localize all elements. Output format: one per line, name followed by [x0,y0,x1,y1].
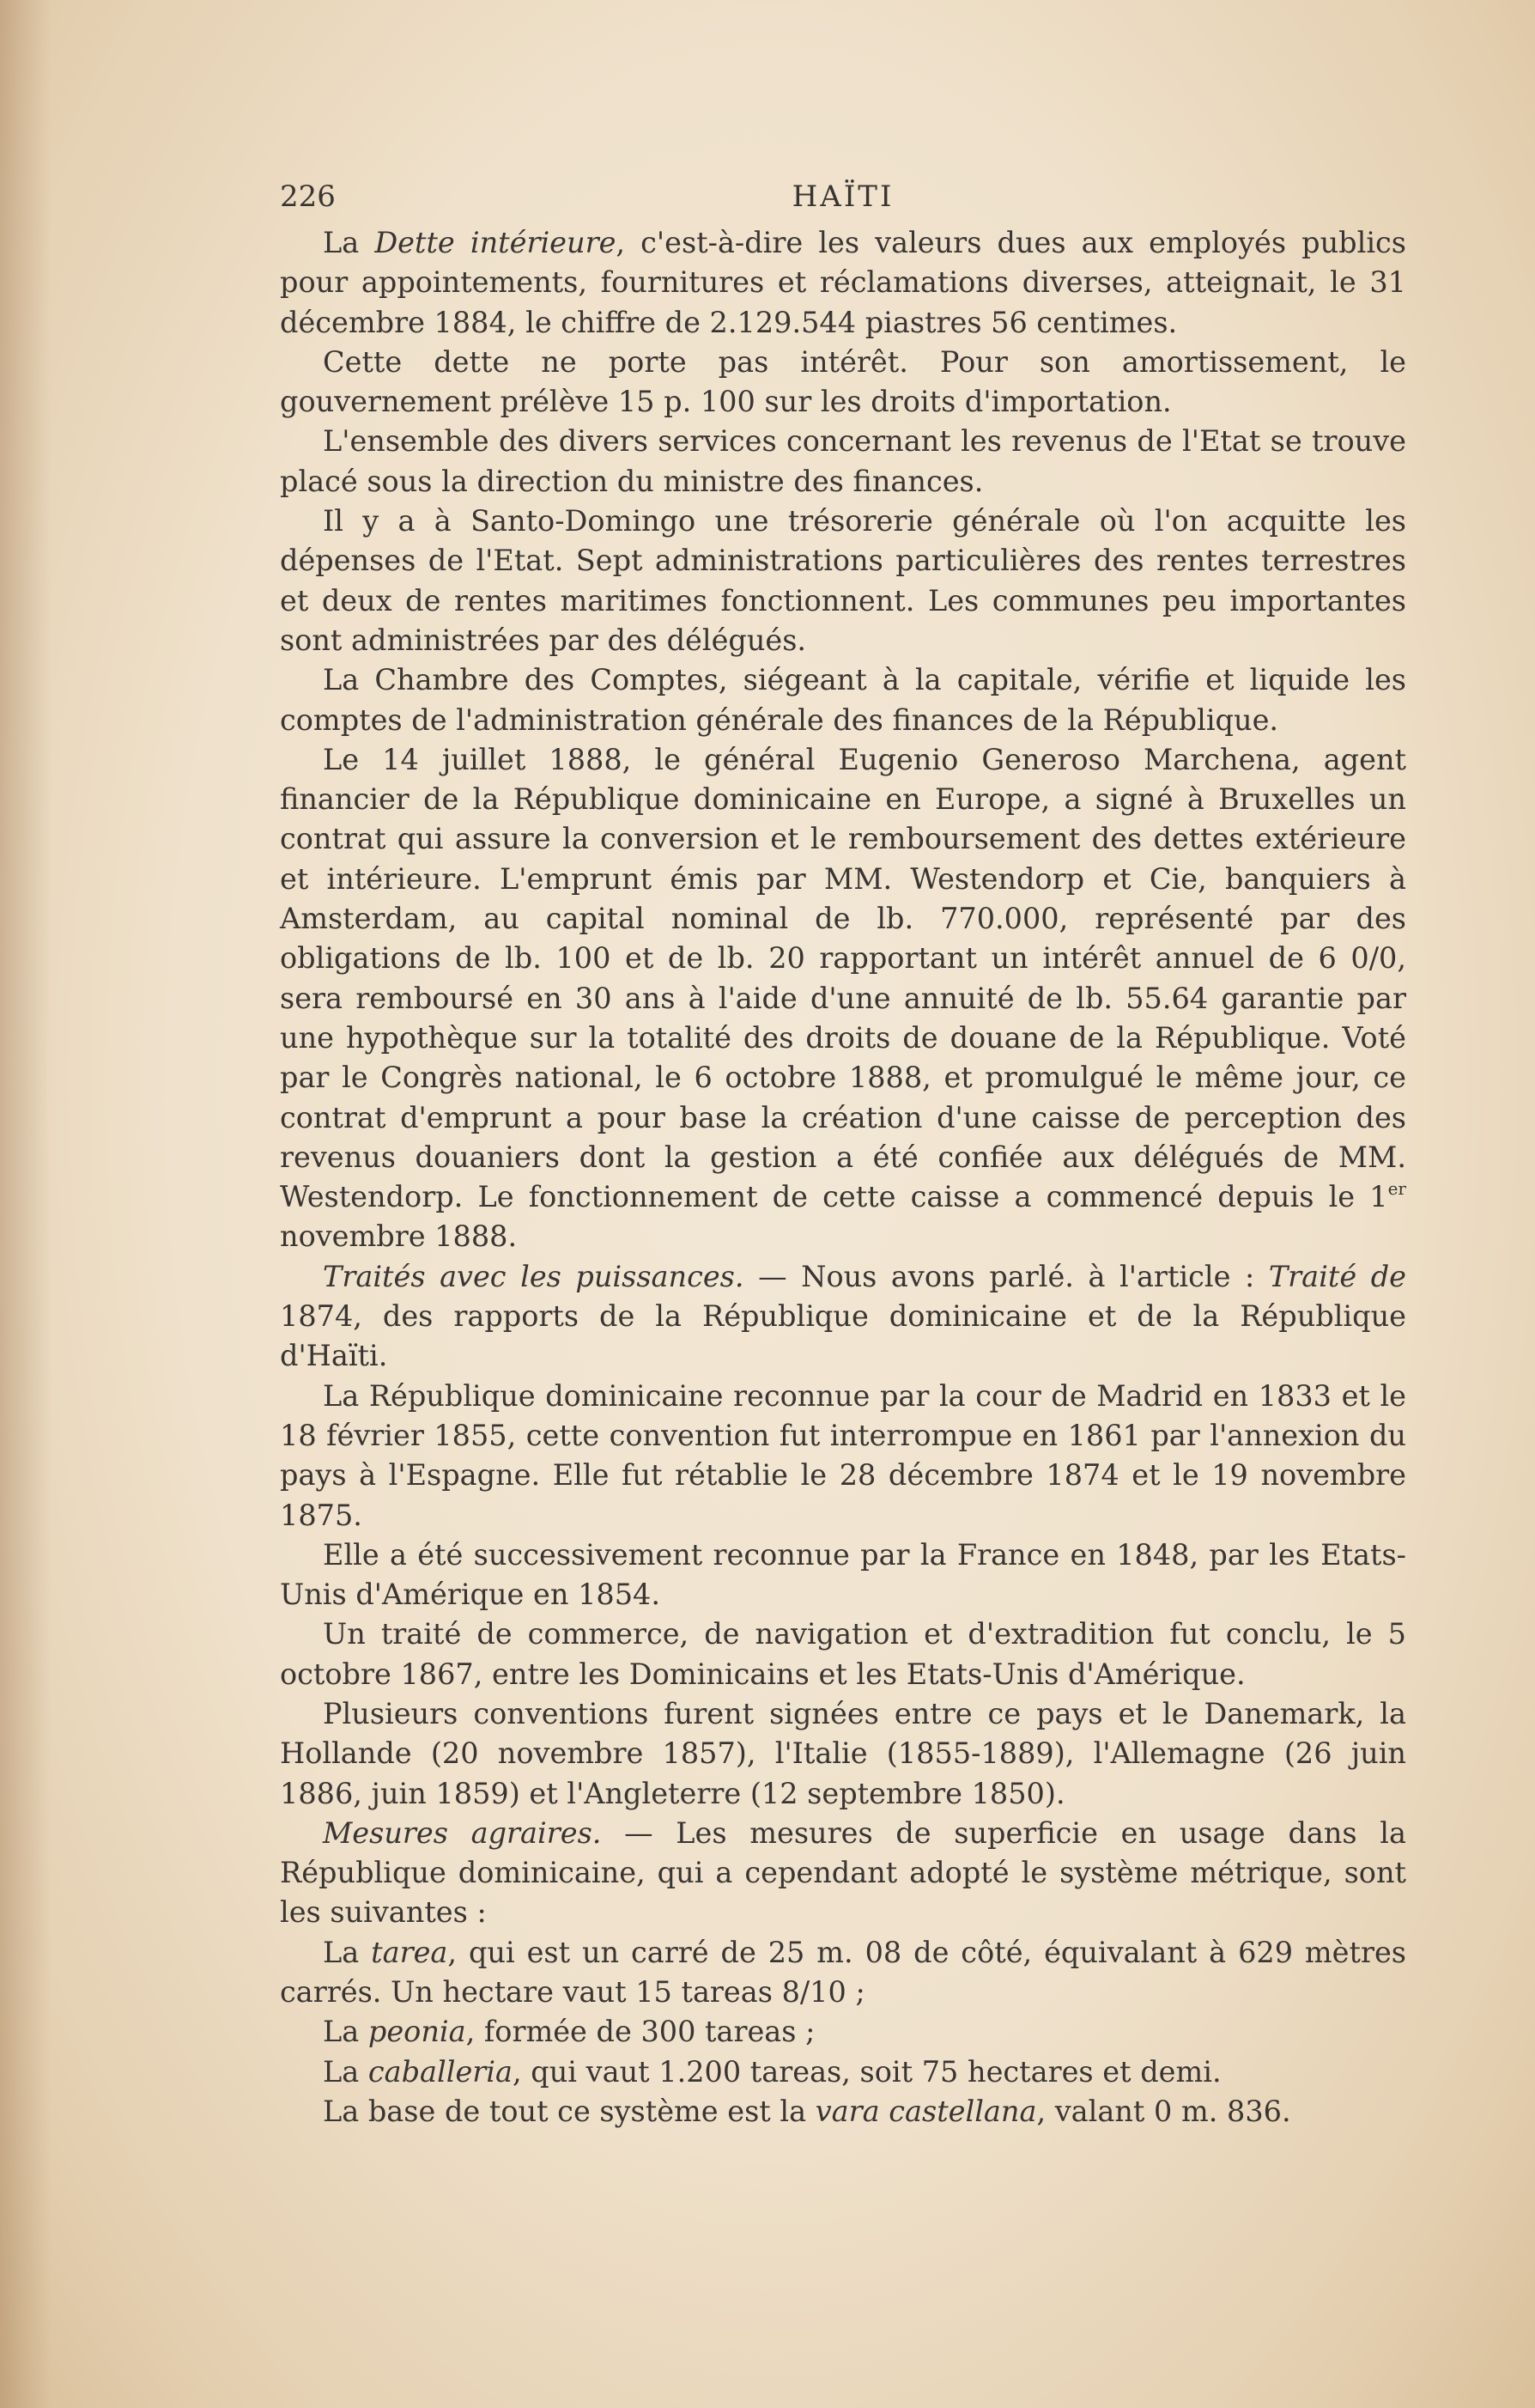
paragraph-caballeria: La caballeria, qui vaut 1.200 tareas, soit 75 hectares et demi. [323,2054,1222,2089]
term-dette-interieure: Dette intérieure [374,226,616,259]
paragraph-chambre-comptes: La Chambre des Comptes, siégeant à la capitale, vérifie et liquide les comptes de l'administration générale des finances de la République. [280,663,1406,737]
paragraph-services: L'ensemble des divers services concernant les revenus de l'Etat se trouve placé sous la direction du ministre des finances. [280,424,1406,498]
page-shadow [0,0,52,2408]
page-number: 226 [280,179,336,214]
paragraph-traite-commerce: Un traité de commerce, de navigation et d'extradition fut conclu, le 5 octobre 1867, entre les Dominicains et les Etats-Unis d'Amérique. [280,1617,1406,1691]
term-traite: Traité de [1268,1259,1406,1293]
term-peonia: peonia [367,2015,466,2049]
superscript-er: er [1387,1178,1406,1200]
paragraph-emprunt: Le 14 juillet 1888, le général Eugenio Generoso Marchena, agent financier de la République dominicaine en Europe, a signé à Bruxelles un contrat qui assure la conversion et le remboursement des dettes extérieure et intérieure. L'emprunt émis par MM. Westendorp et Cie, banquiers à Amsterdam, au capital nominal de lb. 770.000, représenté par des obligations de lb. 100 et de lb. 20 rapportant un intérêt annuel de 6 0/0, sera remboursé en 30 ans à l'aide d'une annuité de lb. 55.64 garantie par une hypothèque sur la totalité des droits de douane de la République. Voté par le Congrès national, le 6 octobre 1888, et promulgué le même jour, ce contrat d'emprunt a pour base la création d'une caisse de perception des revenus douaniers dont la gestion a été confiée aux délégués de MM. Westendorp. Le fonctionnement de cette caisse a commencé depuis le 1er novembre 1888. [280,742,1406,1254]
paragraph-reconnaissance-france: Elle a été successivement reconnue par la France en 1848, par les Etats-Unis d'Amérique en 1854. [280,1537,1406,1612]
paragraph-conventions: Plusieurs conventions furent signées entre ce pays et le Danemark, la Hollande (20 novembre 1857), l'Italie (1855-1889), l'Allemagne (26 juin 1886, juin 1859) et l'Angleterre (12 septembre 1850). [280,1696,1406,1810]
paragraph-amortissement: Cette dette ne porte pas intérêt. Pour son amortissement, le gouvernement prélève 15 p. 100 sur les droits d'importation. [280,344,1406,419]
page-header [280,177,1406,216]
paragraph-tresorerie: Il y a à Santo-Domingo une trésorerie générale où l'on acquitte les dépenses de l'Etat. Sept administrations particulières des rentes terrestres et deux de rentes maritimes fonctionnent. Les communes peu importantes sont administrées par des délégués. [280,504,1406,657]
section-title-mesures: Mesures agraires. [323,1815,602,1850]
paragraph-dette-interieure: La Dette intérieure, c'est-à-dire les valeurs dues aux employés publics pour appointements, fournitures et réclamations diverses, atteignait, le 31 décembre 1884, le chiffre de 2.129.544 piastres 56 centimes. [280,226,1406,339]
paragraph-mesures-agraires: Mesures agraires. — Les mesures de superficie en usage dans la République dominicaine, qui a cependant adopté le système métrique, sont les suivantes : [280,1815,1406,1930]
paragraph-vara: La base de tout ce système est la vara castellana, valant 0 m. 836. [323,2094,1291,2128]
term-tarea: tarea [371,1935,448,1969]
term-vara-castellana: vara castellana [815,2094,1037,2128]
paragraph-traites: Traités avec les puissances. — Nous avons parlé. à l'article : Traité de 1874, des rapports de la République dominicaine et de la République d'Haïti. [280,1259,1406,1373]
paragraph-tarea: La tarea, qui est un carré de 25 m. 08 de côté, équivalant à 629 mètres carrés. Un hectare vaut 15 tareas 8/10 ; [280,1935,1407,2010]
paragraph-peonia: La peonia, formée de 300 tareas ; [323,2015,816,2049]
section-title-traites: Traités avec les puissances. [323,1259,744,1293]
running-title: HAÏTI [792,179,895,214]
text-block [280,177,1406,2131]
paragraph-reconnaissance-espagne: La République dominicaine reconnue par la cour de Madrid en 1833 et le 18 février 1855, cette convention fut interrompue en 1861 par l'annexion du pays à l'Espagne. Elle fut rétablie le 28 décembre 1874 et le 19 novembre 1875. [280,1378,1406,1532]
term-caballeria: caballeria [367,2054,513,2089]
